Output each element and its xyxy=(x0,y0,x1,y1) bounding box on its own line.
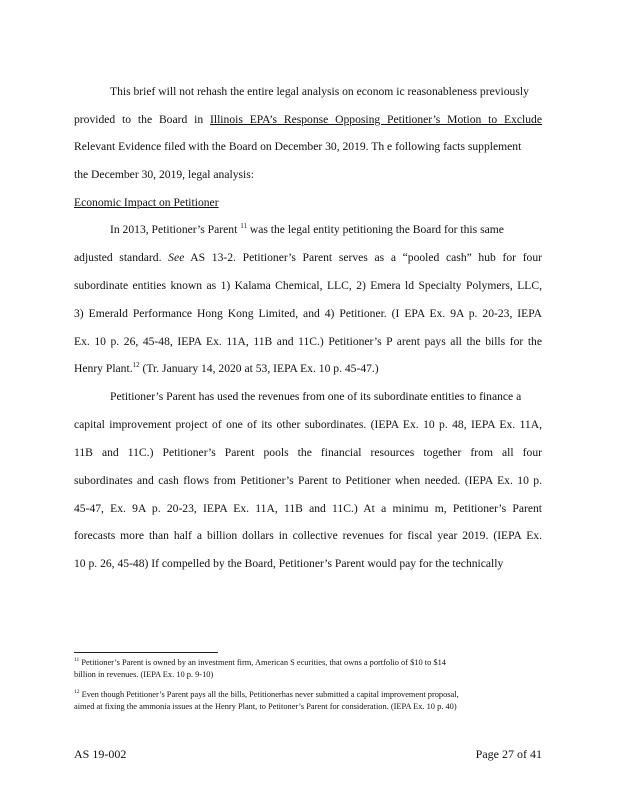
footnote-11 xyxy=(74,657,542,668)
body-line: the December 30, 2019, legal analysis: xyxy=(74,168,254,181)
body-line xyxy=(110,223,542,237)
footnote-ref[interactable]: 11 xyxy=(240,223,247,231)
body-line xyxy=(74,113,542,127)
body-line: This brief will not rehash the entire legal analysis on econom ic reasonableness previously xyxy=(110,85,529,98)
footnote-separator xyxy=(74,652,218,653)
footnote-text: Even though Petitioner’s Parent pays all the bills, Petitionerhas never submitted a capital improvement proposal, xyxy=(79,690,459,699)
footnote-ref[interactable]: 12 xyxy=(132,362,140,370)
body-line: 10 p. 26, 45-48) If compelled by the Board, Petitioner’s Parent would pay for the technically xyxy=(74,557,504,570)
body-line: 45-47, Ex. 9A p. 20-23, IEPA Ex. 11A, 11B and 11C.) At a minimu m, Petitioner’s Parent xyxy=(74,502,542,515)
body-line: Ex. 10 p. 26, 45-48, IEPA Ex. 11A, 11B and 11C.) Petitioner’s P arent pays all the bills for the xyxy=(74,335,542,348)
body-line xyxy=(74,251,542,265)
body-line: Petitioner’s Parent has used the revenues from one of its subordinate entities to finance a xyxy=(110,390,522,403)
footnote-number: 11 xyxy=(74,657,80,664)
text-run: AS 13-2. Petitioner’s Parent serves as a “pooled cash” hub for four xyxy=(184,251,542,264)
page-number: Page 27 of 41 xyxy=(475,747,542,761)
body-line: subordinates and cash flows from Petitioner’s Parent to Petitioner when needed. (IEPA Ex. 10 p. xyxy=(74,474,542,487)
cited-document-title: Illinois EPA’s Response Opposing Petitioner’s Motion to Exclude xyxy=(210,113,542,126)
body-line: Relevant Evidence filed with the Board on December 30, 2019. Th e following facts supplement xyxy=(74,140,522,153)
footnote-12 xyxy=(74,689,542,700)
signal-see: See xyxy=(168,251,185,264)
text-run: adjusted standard. xyxy=(74,251,169,264)
footnote-text: Petitioner’s Parent is owned by an investment firm, American S ecurities, that owns a portfolio of $10 to $14 xyxy=(79,658,446,667)
body-line: 11B and 11C.) Petitioner’s Parent pools the financial resources together from all four xyxy=(74,446,542,459)
case-number: AS 19-002 xyxy=(74,747,127,761)
section-heading: Economic Impact on Petitioner xyxy=(74,196,219,209)
body-line: 3) Emerald Performance Hong Kong Limited, and 4) Petitioner. (I EPA Ex. 9A p. 20-23, IEPA xyxy=(74,307,542,320)
text-run: In 2013, Petitioner’s Parent xyxy=(110,223,241,236)
body-line: forecasts more than half a billion dollars in collective revenues for fiscal year 2019. (IEPA Ex. xyxy=(74,529,542,542)
text-run: was the legal entity petitioning the Board for this same xyxy=(246,223,504,236)
footnote-number: 12 xyxy=(74,689,80,696)
footnote-line: billion in revenues. (IEPA Ex. 10 p. 9-10) xyxy=(74,670,214,679)
footnote-line: aimed at fixing the ammonia issues at the Henry Plant, to Petitoner’s Parent for consideration. (IEPA Ex. 10 p. 40) xyxy=(74,702,457,711)
text-run: (Tr. January 14, 2020 at 53, IEPA Ex. 10 p. 45-47.) xyxy=(139,362,379,375)
body-line: capital improvement project of one of its other subordinates. (IEPA Ex. 10 p. 48, IEPA Ex. 11A, xyxy=(74,418,542,431)
text-run: Henry Plant. xyxy=(74,362,133,375)
body-line xyxy=(74,362,542,376)
body-line: subordinate entities known as 1) Kalama Chemical, LLC, 2) Emera ld Specialty Polymers, LLC, xyxy=(74,279,542,292)
text-run: provided to the Board in xyxy=(74,113,210,126)
